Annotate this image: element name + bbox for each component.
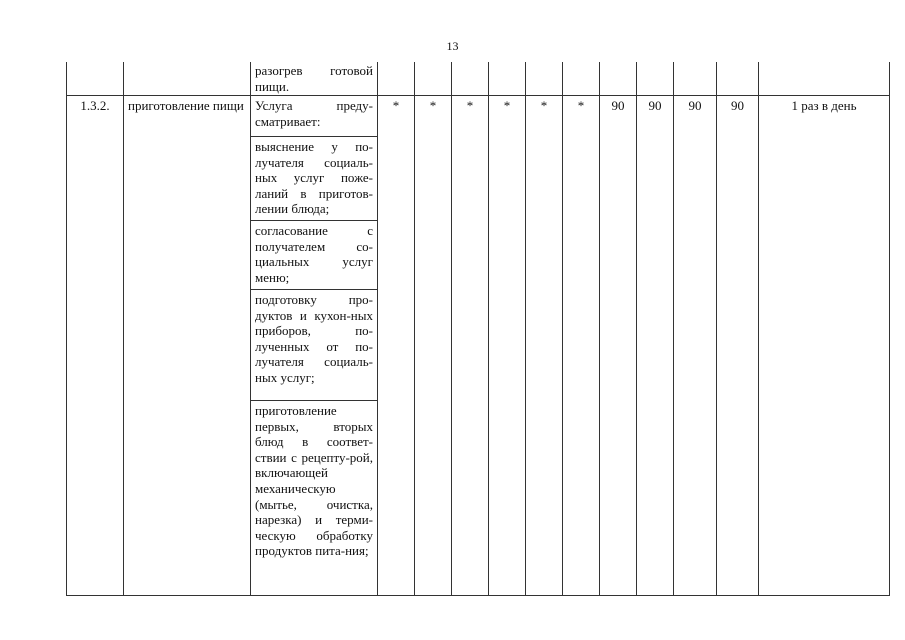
cont-cell [378,62,415,96]
star-cell: * [452,96,489,596]
cont-cell [563,62,600,96]
value-cell: 90 [600,96,637,596]
service-row [67,96,890,596]
cont-cell [452,62,489,96]
star-cell: * [563,96,600,596]
value-cell: 90 [637,96,674,596]
value-cell: 90 [717,96,759,596]
page-number: 13 [446,39,459,53]
cont-cell [674,62,717,96]
frequency-cell: 1 раз в день [759,96,890,596]
star-cell: * [489,96,526,596]
service-description-cell [251,96,378,596]
service-item: согласование с получателем со-циальных услуг меню; [251,221,377,290]
star-cell: * [526,96,563,596]
cont-name-cell [124,62,251,96]
cont-cell [717,62,759,96]
service-number: 1.3.2. [67,96,124,596]
cont-num-cell [67,62,124,96]
star-cell: * [378,96,415,596]
services-table [66,62,890,596]
cont-cell [526,62,563,96]
cont-cell [600,62,637,96]
star-cell: * [415,96,452,596]
service-name: приготовление пищи [124,96,251,596]
value-cell: 90 [674,96,717,596]
service-item: подготовку про-дуктов и кухон-ных приборов, по-лученных от по-лучателя социаль-ных услуг; [251,290,377,401]
cont-cell [637,62,674,96]
cont-description: разогрев готовой пищи. [255,63,373,94]
service-item: приготовление первых, вторых блюд в соответ-ствии с рецепту-рой, включающей механическую (мытье, очистка, нарезка) и терми-ческую обработку продуктов пита-ния; [255,403,373,559]
cont-cell [489,62,526,96]
cont-desc-cell [251,62,378,96]
cont-cell [415,62,452,96]
continuation-row [67,62,890,96]
cont-cell [759,62,890,96]
service-intro: Услуга преду-сматривает: [251,96,377,137]
service-item: выяснение у по-лучателя социаль-ных услуг поже-ланий в приготов-лении блюда; [251,137,377,221]
